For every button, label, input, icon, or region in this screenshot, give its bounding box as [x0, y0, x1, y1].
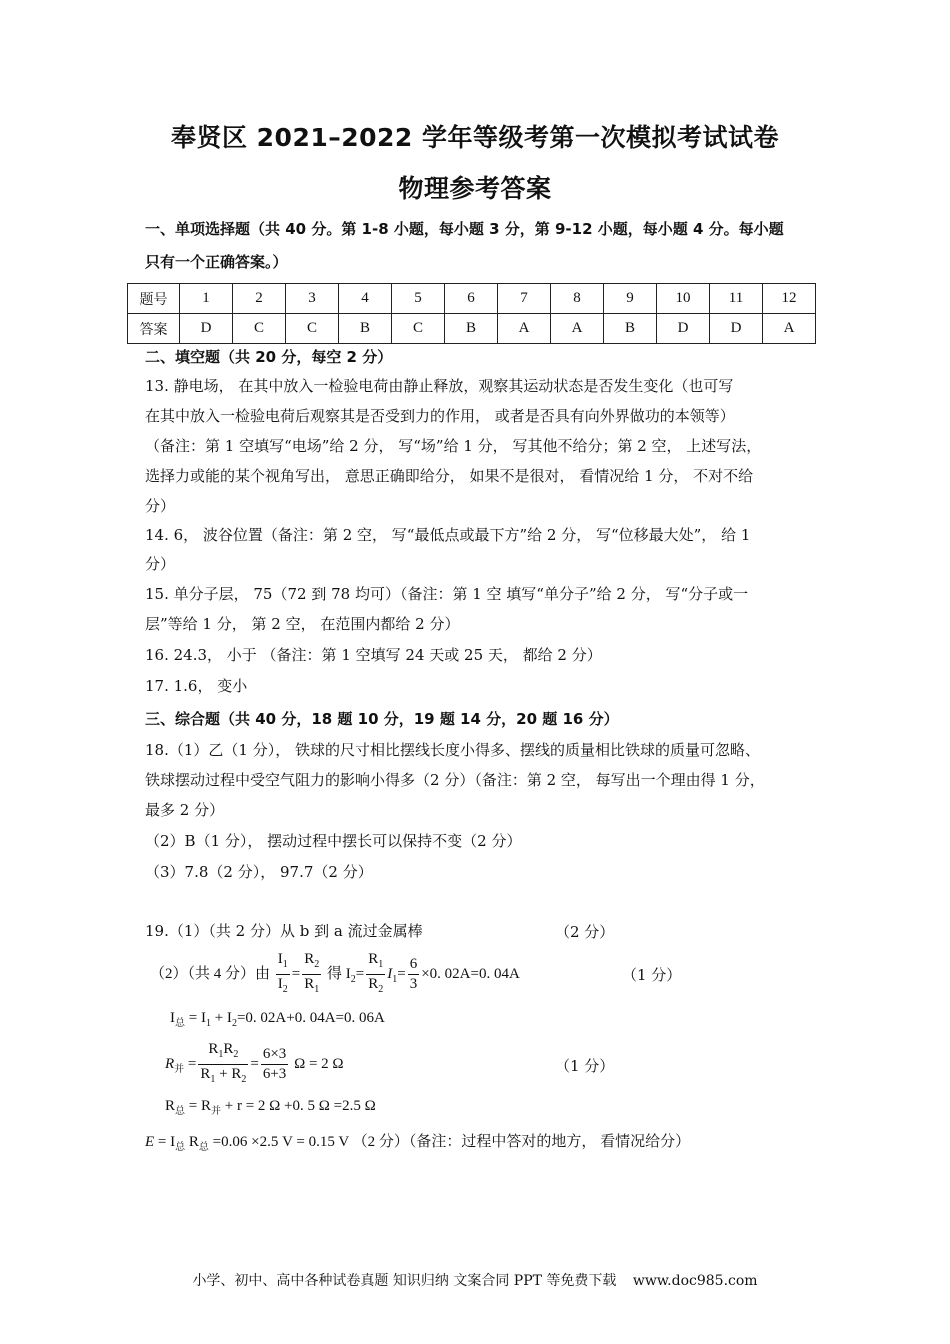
answer-cell: D: [180, 314, 233, 344]
q19-part2-equation: （2）（共 4 分）由 $\frac{I_1}{I_2}$ = $\frac{R_2}{R_1}$ 得 $I_2=$ $\frac{R_1}{R_2}$ $I_1=$ $\frac{6}{3}$ ×0. 02A=0. 04A: [150, 950, 520, 999]
fill-line: 在其中放入一检验电荷后观察其是否受到力的作用， 或者是否具有向外界做功的本领等）: [145, 407, 735, 425]
q19-part2-mid: 得: [327, 965, 343, 982]
fill-line: 15. 单分子层， 75（72 到 78 均可）（备注：第 1 空 填写“单分子”给 2 分， 写“分子或一: [145, 585, 749, 603]
q19-part1-score: （2 分）: [555, 923, 615, 941]
answer-cell: C: [392, 314, 445, 344]
fraction-6x3: $\frac{6\times 3}{6+3}$: [262, 1046, 287, 1082]
exam-subtitle: 物理参考答案: [398, 174, 552, 203]
q18-line: 18.（1）乙（1 分）， 铁球的尺寸相比摆线长度小得多、摆线的质量相比铁球的质量可忽略、: [145, 741, 760, 759]
answer-cell: B: [604, 314, 657, 344]
q19-part3-score: （1 分）: [555, 1057, 615, 1075]
question-number: 6: [445, 284, 498, 314]
question-number: 8: [551, 284, 604, 314]
question-number: 12: [763, 284, 816, 314]
answer-cell: B: [339, 314, 392, 344]
question-number: 2: [233, 284, 286, 314]
answer-cell: A: [551, 314, 604, 344]
answer-cell: A: [498, 314, 551, 344]
section1-heading-line1: 一、单项选择题（共 40 分。第 1-8 小题，每小题 3 分，第 9-12 小题，每小题 4 分。每小题: [145, 220, 784, 238]
answer-cell: C: [286, 314, 339, 344]
question-number: 7: [498, 284, 551, 314]
q18-line: 铁球摆动过程中受空气阻力的影响小得多（2 分）（备注：第 2 空， 每写出一个理由得 1 分，: [145, 771, 765, 789]
fill-line: 分）: [145, 555, 176, 573]
q19-total-current: $I_总 = I_1 + I_2=0$. 02A+0. 04A=0. 06A: [170, 1010, 385, 1029]
fill-line: 分）: [145, 497, 176, 515]
footer-url: www.doc985.com: [632, 1273, 758, 1289]
q19-part2-result: ×0. 02A=0. 04A: [421, 965, 520, 982]
question-number: 1: [180, 284, 233, 314]
question-number: 10: [657, 284, 710, 314]
question-number: 9: [604, 284, 657, 314]
page-footer: [0, 1270, 950, 1290]
fill-line: （备注：第 1 空填写“电场”给 2 分， 写“场”给 1 分， 写其他不给分；第 2 空， 上述写法，: [145, 437, 762, 455]
answer-table: [127, 283, 816, 344]
fill-line: 选择力或能的某个视角写出， 意思正确即给分， 如果不是很对， 看情况给 1 分， 不对不给: [145, 467, 754, 485]
q18-line: 最多 2 分）: [145, 801, 225, 819]
fraction-6-3: $\frac{6}{3}$: [409, 956, 418, 992]
answer-cell: A: [763, 314, 816, 344]
answer-row-label: 答案: [128, 314, 180, 344]
answer-cell: B: [445, 314, 498, 344]
fill-line: 17. 1.6， 变小: [145, 677, 248, 695]
fill-line: 14. 6， 波谷位置（备注：第 2 空， 写“最低点或最下方”给 2 分， 写“位移最大处”， 给 1: [145, 526, 751, 544]
q19-part2-score: （1 分）: [622, 966, 682, 984]
q19-emf: $E = I_总$ $R_总 =0.06 \times 2.5$ V = 0.15 V （2 分）（备注：过程中答对的地方， 看情况给分）: [145, 1134, 691, 1153]
q18-line: （2）B（1 分）， 摆动过程中摆长可以保持不变（2 分）: [145, 832, 522, 850]
answer-row: [128, 314, 816, 344]
q18-line: （3）7.8（2 分）， 97.7（2 分）: [145, 863, 373, 881]
fill-line: 13. 静电场， 在其中放入一检验电荷由静止释放，观察其运动状态是否发生变化（也可写: [145, 377, 734, 395]
question-number: 11: [710, 284, 763, 314]
fraction-r1-r2: $\frac{R_1}{R_2}$: [368, 951, 384, 995]
q19-part1: 19.（1）（共 2 分）从 b 到 a 流过金属棒: [145, 922, 423, 940]
question-number: 3: [286, 284, 339, 314]
fraction-r1r2: $\frac{R_1R_2}{R_1 + R_2}$: [200, 1041, 247, 1085]
fraction-i1-i2: $\frac{I_1}{I_2}$: [277, 951, 288, 995]
fill-line: 16. 24.3， 小于 （备注：第 1 空填写 24 天或 25 天， 都给 2 分）: [145, 646, 602, 664]
question-row-label: 题号: [128, 284, 180, 314]
q19-parallel-resistance: $R_并$ = $\frac{R_1R_2}{R_1 + R_2}$ = $\frac{6\times 3}{6+3}$ Ω = 2 Ω: [165, 1040, 344, 1089]
section1-heading-line2: 只有一个正确答案。）: [145, 253, 288, 271]
exam-title: 奉贤区 2021–2022 学年等级考第一次模拟考试试卷: [170, 123, 780, 152]
section2-heading: 二、填空题（共 20 分，每空 2 分）: [145, 348, 393, 366]
q19-total-resistance: $R_总 = R_并 + r = 2$ Ω +0. 5 Ω =2.5 Ω: [165, 1098, 376, 1117]
fraction-r2-r1: $\frac{R_2}{R_1}$: [304, 951, 320, 995]
section3-heading: 三、综合题（共 40 分，18 题 10 分，19 题 14 分，20 题 16 分）: [145, 710, 619, 728]
answer-cell: C: [233, 314, 286, 344]
question-number-row: [128, 284, 816, 314]
question-number: 5: [392, 284, 445, 314]
question-number: 4: [339, 284, 392, 314]
answer-cell: D: [710, 314, 763, 344]
fill-line: 层”等给 1 分， 第 2 空， 在范围内都给 2 分）: [145, 615, 460, 633]
answer-cell: D: [657, 314, 710, 344]
footer-text: 小学、初中、高中各种试卷真题 知识归纳 文案合同 PPT 等免费下载: [192, 1273, 617, 1289]
q19-part2-prefix: （2）（共 4 分）由: [150, 965, 271, 982]
